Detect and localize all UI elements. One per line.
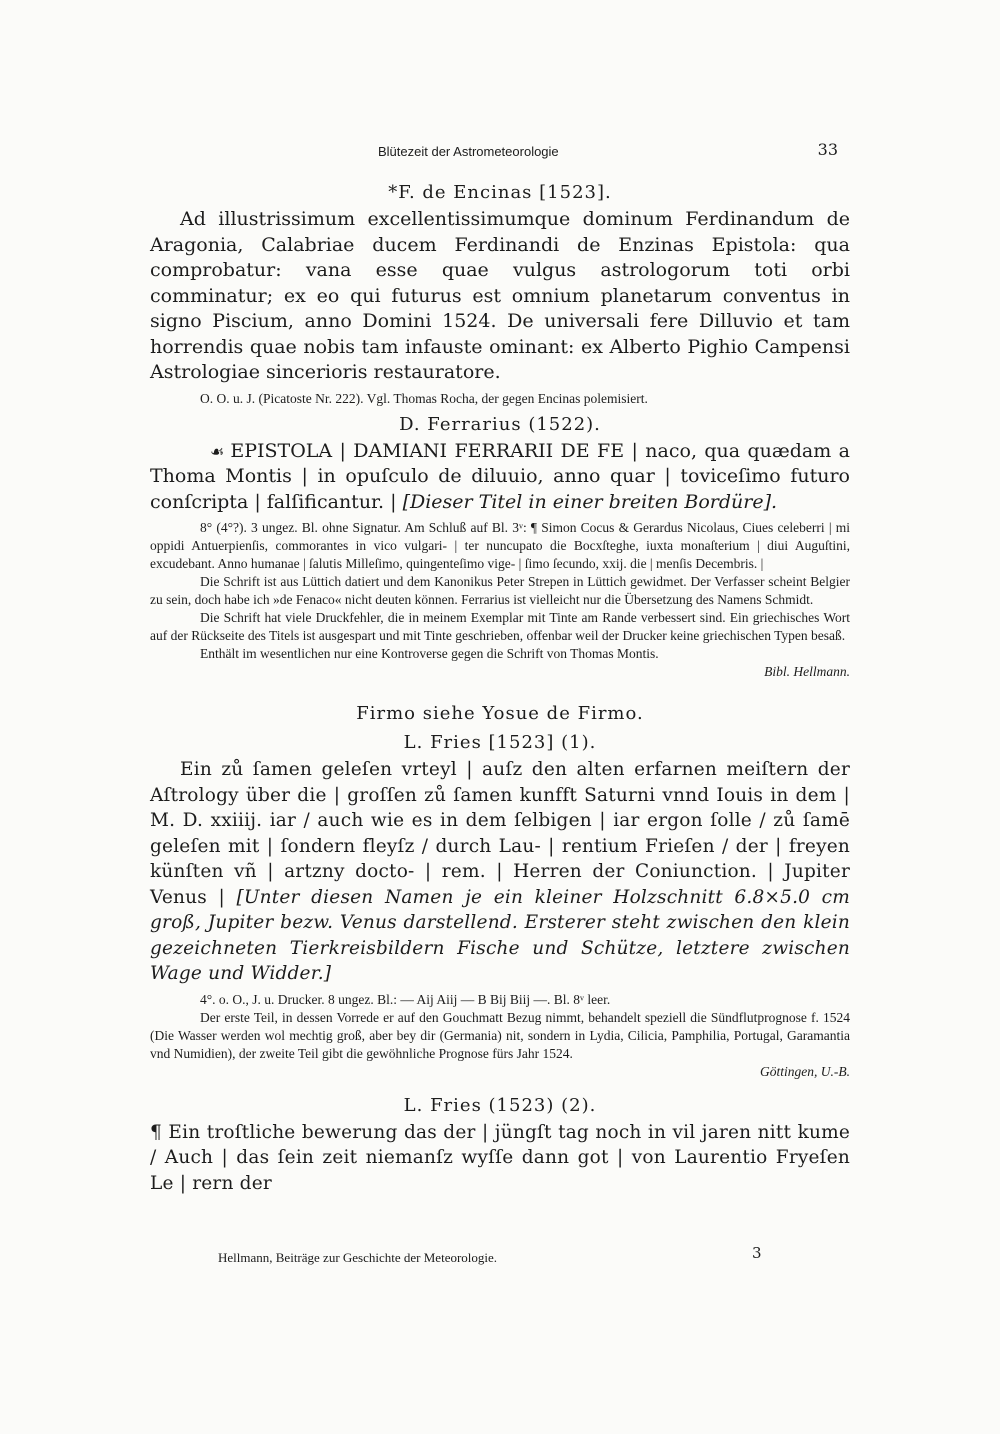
running-head — [150, 140, 850, 170]
entry-heading: D. Ferrarius (1522). — [399, 413, 601, 435]
title-text: Ein zů ſamen geleſen vrteyl | auſz den alten erfarnen meiſtern der Aſtrology über die | groſſen zů ſamen kunfft Saturni vnnd Iouis in dem | M. D. xxiiij. iar / auch wie es in dem ſelbigen | iar ergon ſolle / zů ſamē geleſen mit | ſondern fleyſz / durch Lau- | rentium Frieſen / der | freyen künſten vñ | artzny docto- | rem. | Herren der Coniunction. | Jupiter Venus | — [150, 759, 850, 908]
entry-heading: L. Fries [1523] (1). — [403, 732, 597, 753]
title-note: [Unter diesen Namen je ein kleiner Holzschnitt 6.8×5.0 cm groß, Jupiter bezw. Venus darstellend. Ersterer steht zwischen den klein gezeichneten Tierkreisbildern Fische und Schütze, letztere zwischen Wage und Widder.] — [150, 886, 850, 984]
entry-note: 8° (4°?). 3 ungez. Bl. ohne Signatur. Am Schluß auf Bl. 3ᵛ: ¶ Simon Cocus & Gerardus Nicolaus, Ciues celeberri | mi oppidi Antuerpienſis, commorantes in vico vulgari- | ter nuncupato die Bocxſteghe, iuxta monaſterium | diui Auguſtini, excudebant. Anno humanae | ſalutis Milleſimo, quingenteſimo vige- | ſimo ſecundo, xxij. die | menſis Decembris. | — [150, 520, 850, 571]
cross-reference: Firmo siehe Yosue de Firmo. — [356, 703, 644, 724]
library-reference: Göttingen, U.-B. — [760, 1063, 850, 1079]
title-note: [Dieser Titel in einer breiten Bordüre]. — [402, 490, 778, 513]
entry-fries-2 — [150, 1095, 850, 1197]
signature-mark: 3 — [752, 1244, 762, 1262]
library-reference: Bibl. Hellmann. — [764, 664, 850, 679]
entry-note: Enthält im wesentlichen nur eine Kontroverse gegen die Schrift von Thomas Montis. — [200, 646, 659, 661]
printer-mark-icon: ☙ — [210, 441, 225, 461]
entry-title-text: Ad illustrissimum excellentissimumque dominum Ferdinandum de Aragonia, Calabriae ducem Ferdinandi de Enzinas Epistola: qua comprobatur: vana esse quae vulgus astrologorum toti orbi comminatur; ex eo qui futurus est omnium planetarum conventus in signo Piscium, anno Domini 1524. De universali fere Dilluvio et tam horrendis quae nobis tam infauste ominant: ex Alberto Pighio Campensi Astrologiae sincerioris restauratore. — [150, 208, 850, 383]
title-text: EPISTOLA | DAMIANI FERRARII DE FE | naco, qua quædam a Thoma Montis | in opuſculo de diluuio, anno quar | toviceſimo futuro conſcripta | falſificantur. | — [150, 439, 850, 513]
running-title: Blütezeit der Astrometeorologie — [378, 144, 559, 159]
entry-title-text — [150, 439, 850, 516]
entry-note: Die Schrift hat viele Druckfehler, die in meinem Exemplar mit Tinte am Rande verbessert sind. Ein griechisches Wort auf der Rückseite des Titels ist ausgespart und mit Tinte geschrieben, offenbar weil der Drucker keine griechischen Typen besaß. — [150, 610, 850, 643]
entry-title-text: ¶ Ein troſtliche bewerung das der | jüngſt tag noch in vil jaren nitt kume / Auch | das ſein zeit niemanſz wyſſe dann got | von Laurentio Fryeſen Le | rern der — [150, 1121, 850, 1194]
page-number: 33 — [817, 140, 838, 159]
entry-title-text — [150, 757, 850, 987]
entry-note: Die Schrift ist aus Lüttich datiert und dem Kanonikus Peter Strepen in Lüttich gewidmet. Der Verfasser scheint Belgier zu sein, doch habe ich »de Fenaco« nicht deuten können. Ferrarius ist vielleicht nur die Übersetzung des Namens Schmidt. — [150, 574, 850, 607]
page-body — [150, 176, 850, 1196]
entry-encinas — [150, 182, 850, 408]
entry-ferrarius — [150, 414, 850, 682]
entry-note: 4°. o. O., J. u. Drucker. 8 ungez. Bl.: — Aij Aiij — B Bij Biij —. Bl. 8ᵛ leer. — [200, 991, 611, 1007]
entry-note: Der erste Teil, in dessen Vorrede er auf den Gouchmatt Bezug nimmt, behandelt speziell die Sündflutprognose f. 1524 (Die Wasser werden wol mechtig groß, aber bey dir (Germania) nit, sondern in Lydia, Cilicia, Pamphilia, Portugal, Garamantia vnd Numidien), der zweite Teil gibt die gewöhnliche Prognose fürs Jahr 1524. — [150, 1009, 850, 1061]
entry-fries-1 — [150, 732, 850, 1081]
entry-note: O. O. u. J. (Picatoste Nr. 222). Vgl. Thomas Rocha, der gegen Encinas polemisiert. — [200, 390, 648, 406]
footer-text: Hellmann, Beiträge zur Geschichte der Meteorologie. — [218, 1250, 498, 1265]
entry-heading: *F. de Encinas [1523]. — [388, 182, 612, 203]
entry-heading: L. Fries (1523) (2). — [403, 1094, 597, 1116]
